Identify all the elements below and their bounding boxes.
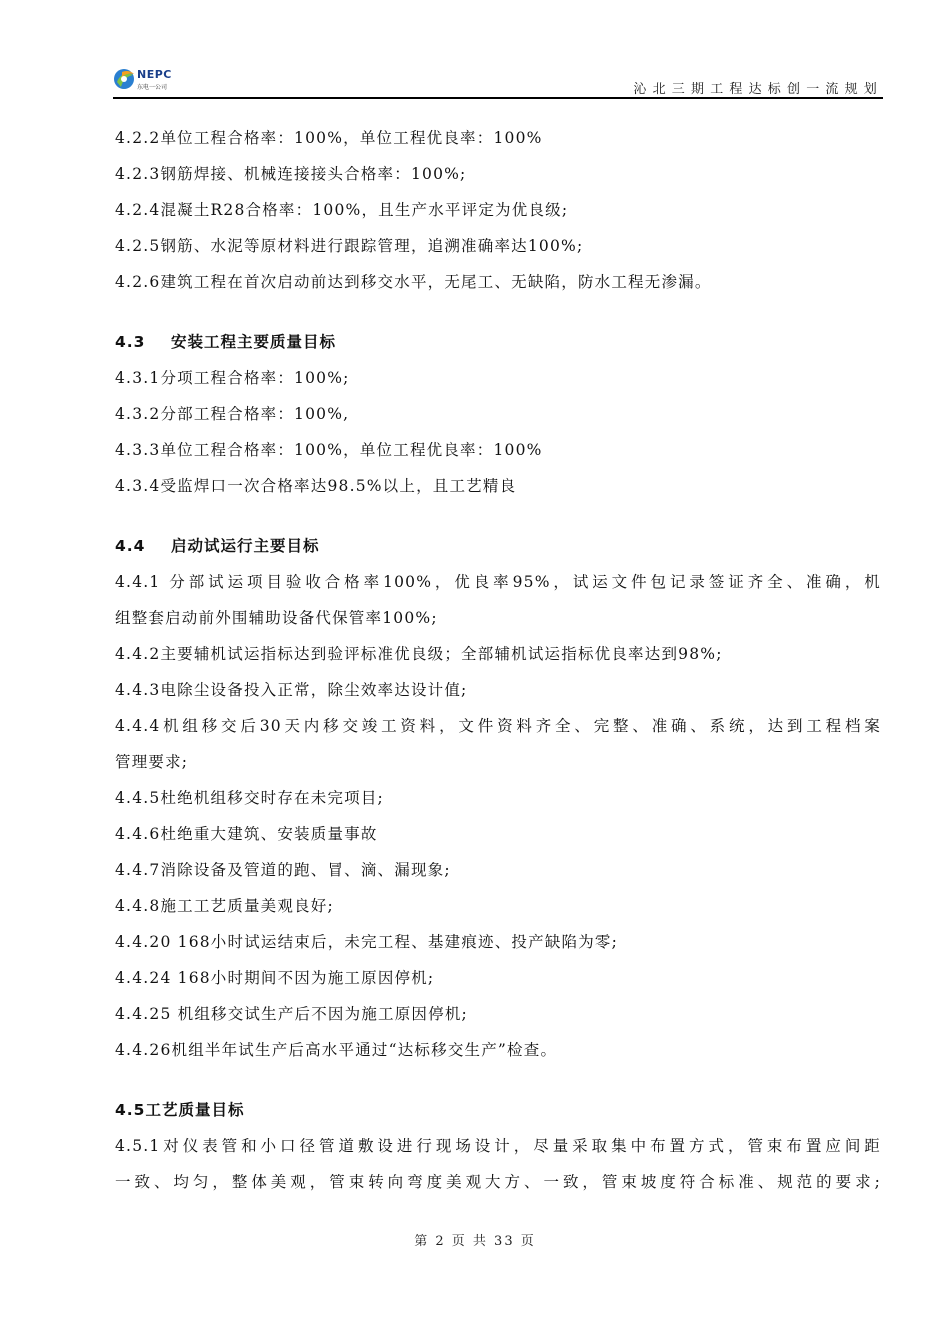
item-4-3-2: 4.3.2分部工程合格率：100%,	[115, 405, 350, 423]
company-logo	[113, 66, 193, 96]
section-heading-4-3	[115, 324, 881, 360]
item-4-3-3: 4.3.3单位工程合格率：100%，单位工程优良率：100%	[115, 441, 543, 459]
item-4-4-3: 4.4.3电除尘设备投入正常，除尘效率达设计值;	[115, 681, 468, 699]
page-header	[113, 66, 883, 98]
item-4-4-6: 4.4.6杜绝重大建筑、安装质量事故	[115, 825, 378, 843]
item-4-3-4: 4.3.4受监焊口一次合格率达98.5%以上，且工艺精良	[115, 477, 517, 495]
item-4-2-5: 4.2.5钢筋、水泥等原材料进行跟踪管理，追溯准确率达100%;	[115, 237, 584, 255]
item-4-2-3: 4.2.3钢筋焊接、机械连接接头合格率：100%;	[115, 165, 467, 183]
item-4-4-1-line1: 4.4.1 分部试运项目验收合格率100%，优良率95%，试运文件包记录签证齐全、准确，机	[115, 573, 881, 591]
section-heading-4-4	[115, 528, 881, 564]
item-4-4-25: 4.4.25 机组移交试生产后不因为施工原因停机;	[115, 1005, 468, 1023]
section-heading-4-5: 4.5工艺质量目标	[115, 1101, 245, 1119]
item-4-4-4-line2: 管理要求;	[115, 753, 189, 771]
header-divider	[113, 97, 883, 99]
item-4-3-1: 4.3.1分项工程合格率：100%;	[115, 369, 350, 387]
item-4-5-1-line2: 一致、均匀，整体美观，管束转向弯度美观大方、一致，管束坡度符合标准、规范的要求;	[115, 1173, 881, 1191]
item-4-4-24: 4.4.24 168小时期间不因为施工原因停机;	[115, 969, 435, 987]
section-number: 4.3	[115, 333, 146, 351]
item-4-5-1-line1: 4.5.1对仪表管和小口径管道敷设进行现场设计，尽量采取集中布置方式，管束布置应间距	[115, 1137, 881, 1155]
item-4-4-20: 4.4.20 168小时试运结束后，未完工程、基建痕迹、投产缺陷为零;	[115, 933, 619, 951]
item-4-4-1-line2: 组整套启动前外围辅助设备代保管率100%;	[115, 609, 438, 627]
document-body	[115, 120, 881, 1200]
item-4-2-4: 4.2.4混凝土R28合格率：100%，且生产水平评定为优良级;	[115, 201, 569, 219]
logo-subtext: 东电一公司	[137, 84, 168, 91]
logo-emblem-icon	[113, 66, 137, 92]
item-4-4-4-line1: 4.4.4机组移交后30天内移交竣工资料，文件资料齐全、完整、准确、系统，达到工程档案	[115, 717, 881, 735]
section-title: 安装工程主要质量目标	[171, 333, 337, 351]
section-title: 启动试运行主要目标	[171, 537, 320, 555]
logo-text: NEPC	[137, 68, 172, 81]
page-footer: 第 2 页 共 33 页	[414, 1234, 536, 1249]
item-4-2-6: 4.2.6建筑工程在首次启动前达到移交水平，无尾工、无缺陷，防水工程无渗漏。	[115, 273, 712, 291]
item-4-4-26: 4.4.26机组半年试生产后高水平通过“达标移交生产”检查。	[115, 1041, 558, 1059]
item-4-4-2: 4.4.2主要辅机试运指标达到验评标准优良级；全部辅机试运指标优良率达到98%;	[115, 645, 723, 663]
document-header-title: 沁北三期工程达标创一流规划	[633, 82, 883, 97]
item-4-4-5: 4.4.5杜绝机组移交时存在未完项目;	[115, 789, 384, 807]
item-4-4-7: 4.4.7消除设备及管道的跑、冒、滴、漏现象;	[115, 861, 451, 879]
item-4-2-2: 4.2.2单位工程合格率：100%，单位工程优良率：100%	[115, 129, 543, 147]
item-4-4-8: 4.4.8施工工艺质量美观良好;	[115, 897, 334, 915]
section-number: 4.4	[115, 537, 146, 555]
